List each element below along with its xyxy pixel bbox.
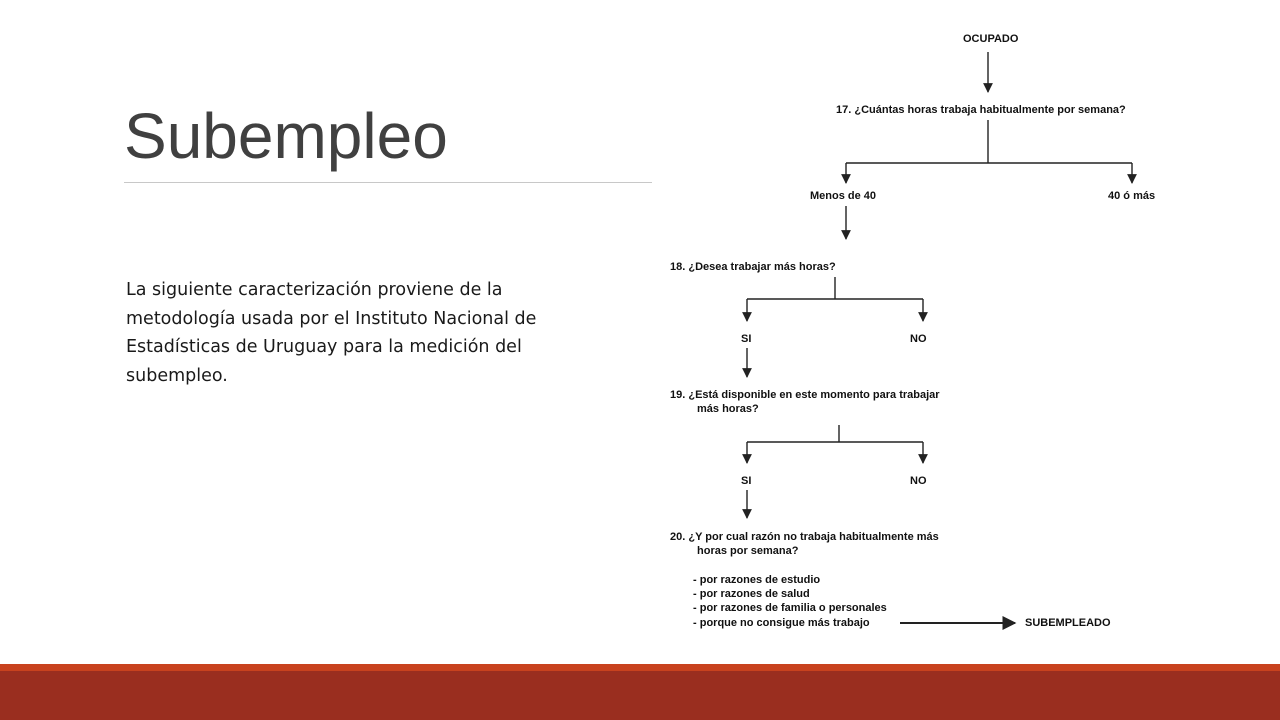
slide-title: Subempleo (124, 100, 448, 172)
node-q19-si: SI (741, 475, 752, 487)
node-question-19-line1: 19. ¿Está disponible en este momento para trabajar (670, 389, 940, 401)
reason-item: - por razones de estudio (693, 574, 821, 586)
node-ocupado: OCUPADO (963, 33, 1019, 45)
footer-accent-line (0, 664, 1280, 671)
node-question-17: 17. ¿Cuántas horas trabaja habitualmente por semana? (836, 104, 1126, 116)
node-q18-si: SI (741, 333, 752, 345)
node-menos-de-40: Menos de 40 (810, 190, 877, 202)
node-q18-no: NO (910, 333, 927, 345)
reason-item: - por razones de familia o personales (693, 602, 887, 614)
reason-item: - porque no consigue más trabajo (693, 617, 870, 629)
node-question-19-line2: más horas? (697, 403, 759, 415)
slide-body-text: La siguiente caracterización proviene de la metodología usada por el Instituto Nacional de Estadísticas de Uruguay para la medición del subempleo. (126, 280, 537, 386)
node-question-20-line1: 20. ¿Y por cual razón no trabaja habitualmente más (670, 531, 939, 543)
node-subempleado: SUBEMPLEADO (1025, 617, 1111, 629)
footer-bar (0, 671, 1280, 720)
node-question-20-line2: horas por semana? (697, 545, 799, 557)
node-40-o-mas: 40 ó más (1108, 190, 1156, 202)
node-question-18: 18. ¿Desea trabajar más horas? (670, 261, 836, 273)
reason-item: - por razones de salud (693, 588, 810, 600)
node-q19-no: NO (910, 475, 927, 487)
